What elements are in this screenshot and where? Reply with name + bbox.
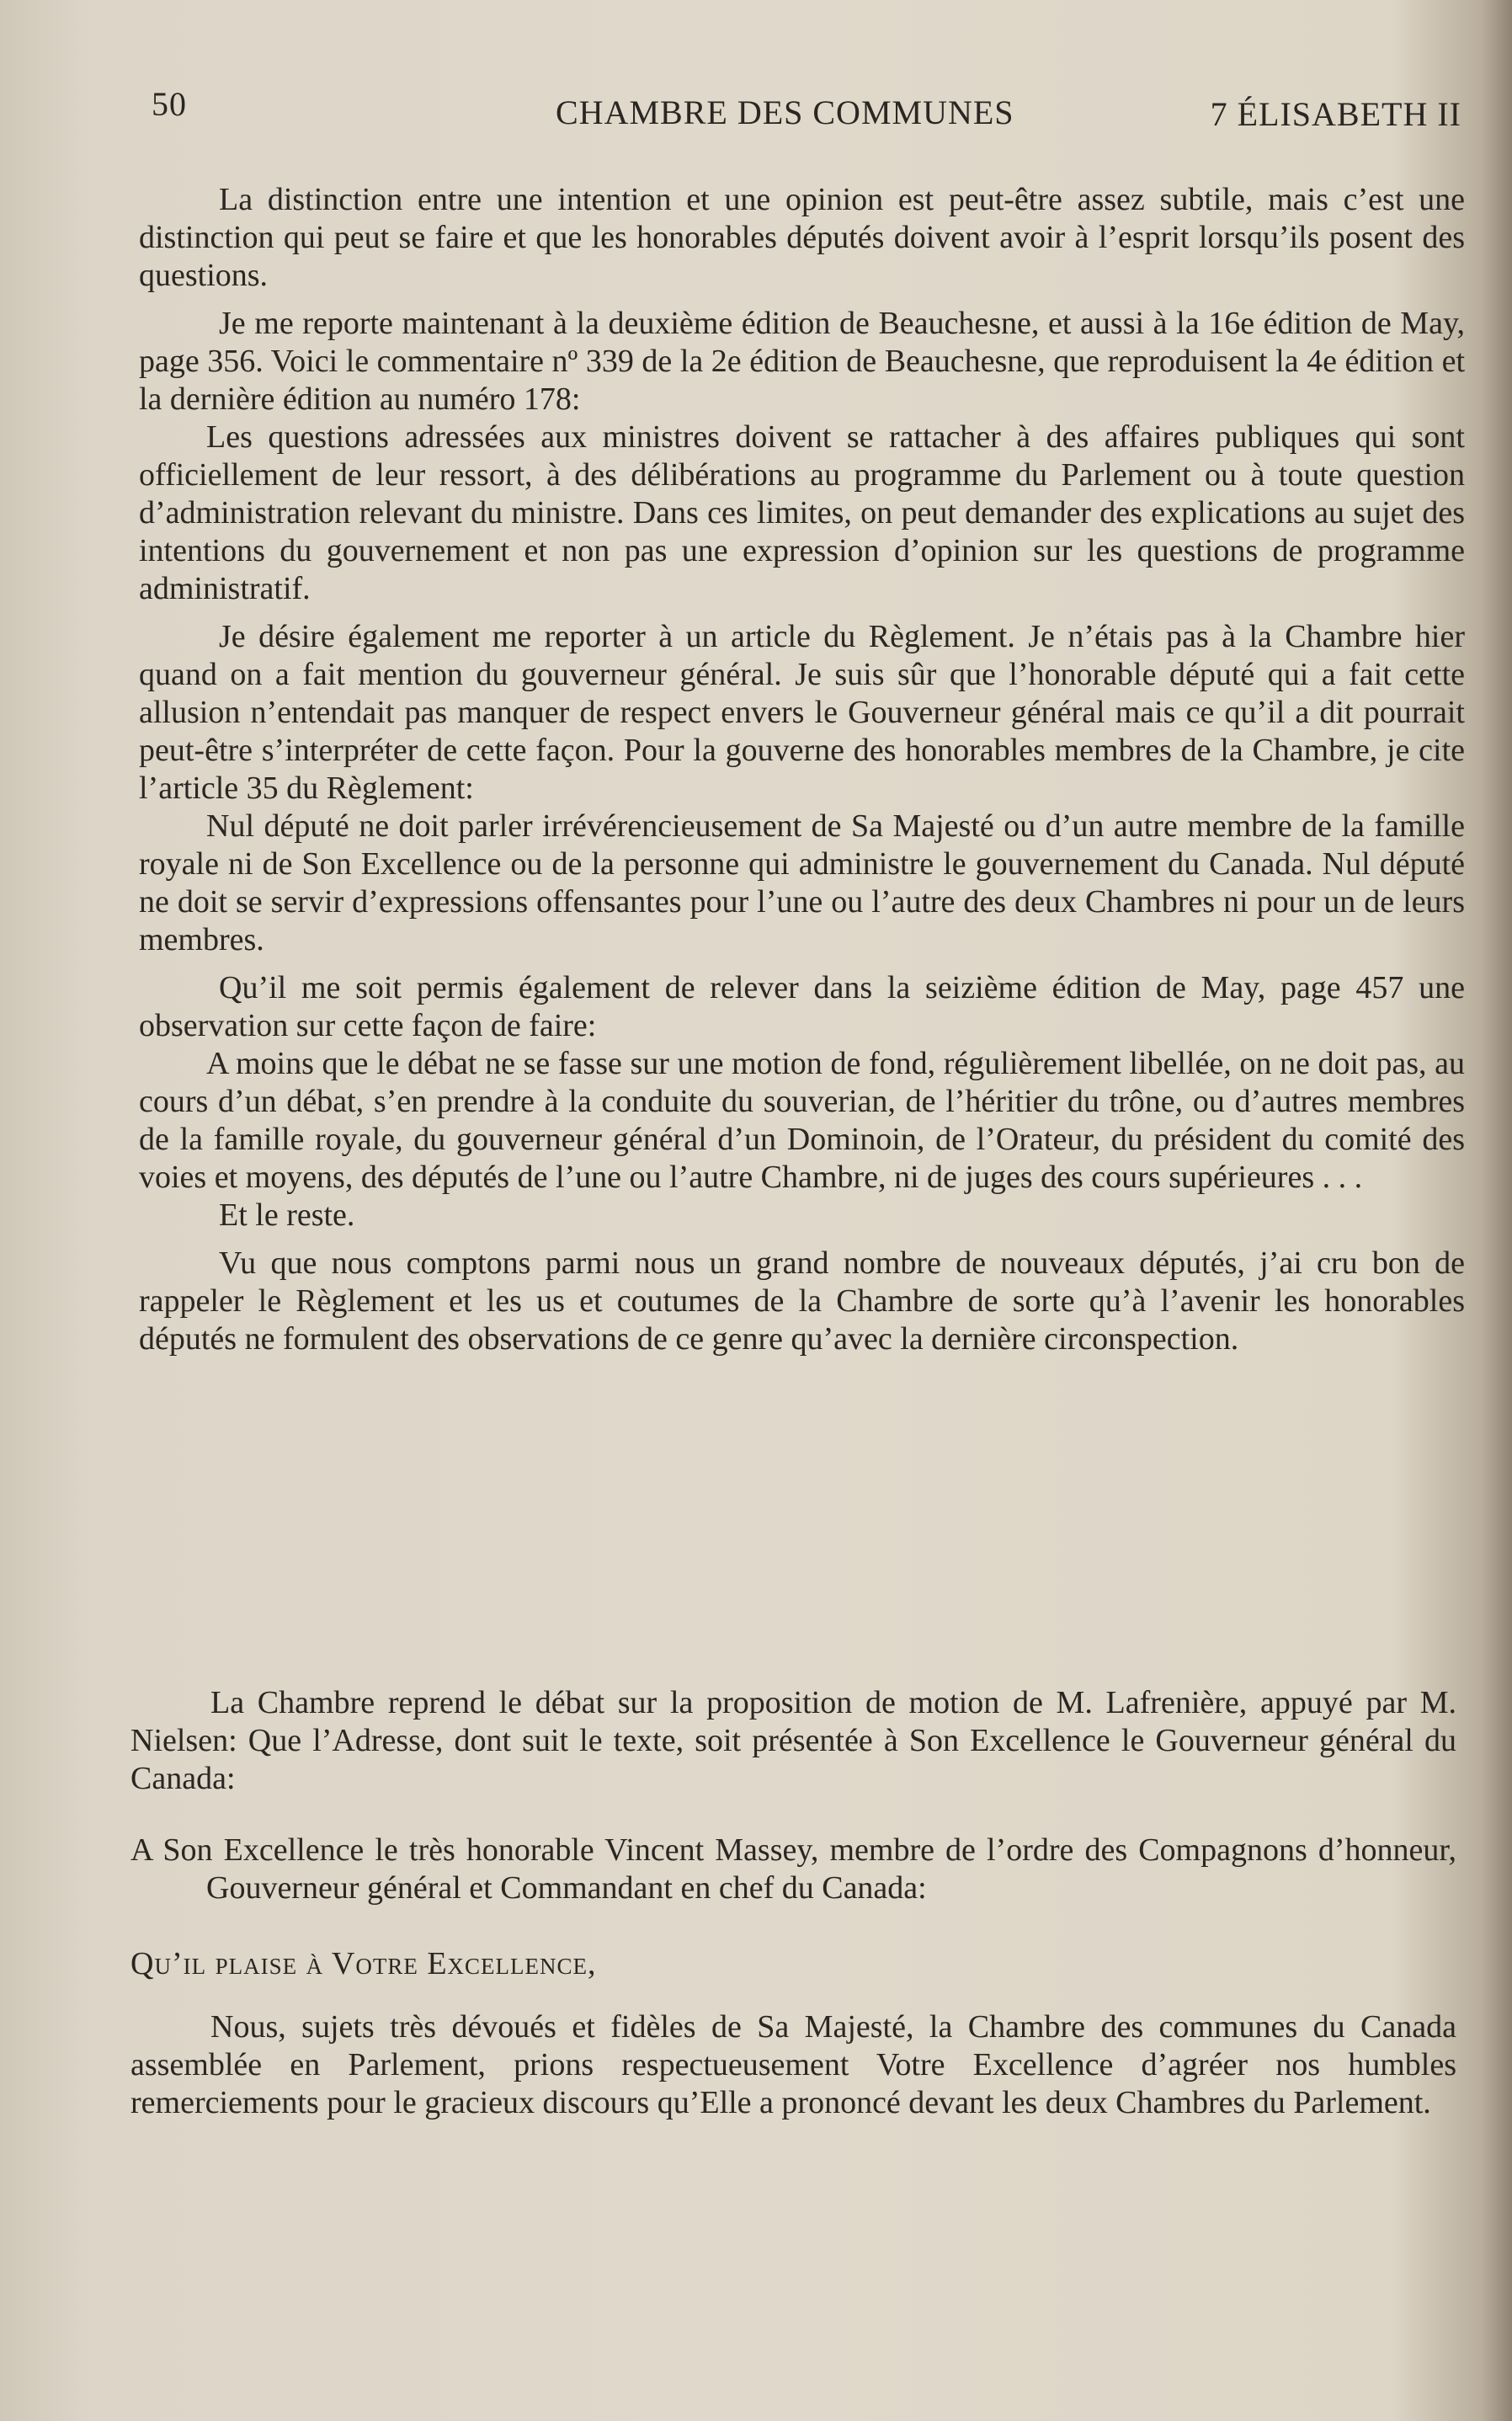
- quote-article-35: Nul député ne doit parler irrévérencieusement de Sa Majesté ou d’un autre membre de la famille royale ni de Son Excellence ou de la personne qui administre le gouvernement du Canada. Nul député ne doit se servir d’expressions offensantes pour l’une ou l’autre des deux Chambres ni pour un de leurs membres.: [139, 808, 1465, 957]
- paragraph-et-le-reste: Et le reste.: [219, 1197, 355, 1233]
- quote-may-457: A moins que le débat ne se fasse sur une motion de fond, régulièrement libellée, on ne doit pas, au cours d’un débat, s’en prendre à la conduite du souverian, de l’héritier du trône, ou d’autres membres de la famille royale, du gouverneur général d’un Dominoin, de l’Orateur, du président du comité des voies et moyens, des députés de l’une ou l’autre Chambre, ni de juges des cours supérieures . . .: [139, 1046, 1465, 1195]
- paragraph-distinction: La distinction entre une intention et une opinion est peut-être assez subtile, mais c’est une distinction qui peut se faire et que les honorables députés doivent avoir à l’esprit lorsqu’ils posent des questions.: [139, 182, 1465, 293]
- paragraph-remerciements: Nous, sujets très dévoués et fidèles de Sa Majesté, la Chambre des communes du Canada assemblée en Parlement, prions respectueusement Votre Excellence d’agréer nos humbles remerciements pour le gracieux discours qu’Elle a prononcé devant les deux Chambres du Parlement.: [130, 2009, 1456, 2120]
- paragraph-nouveaux-deputes: Vu que nous comptons parmi nous un grand nombre de nouveaux députés, j’ai cru bon de rappeler le Règlement et les us et coutumes de la Chambre de sorte qu’à l’avenir les honorables députés ne formulent des observations de ce genre qu’avec la dernière circonspection.: [139, 1245, 1465, 1357]
- paragraph-reglement: Je désire également me reporter à un article du Règlement. Je n’étais pas à la Chambre hier quand on a fait mention du gouverneur général. Je suis sûr que l’honorable député qui a fait cette allusion n’entendait pas manquer de respect envers le Gouverneur général mais ce qu’il a dit pourrait peut-être s’interpréter de cette façon. Pour la gouverne des honorables membres de la Chambre, je cite l’article 35 du Règlement:: [139, 619, 1465, 806]
- address-governor-general: A Son Excellence le très honorable Vincent Massey, membre de l’ordre des Compagnons d’honneur, Gouverneur général et Commandant en chef du Canada:: [130, 1832, 1456, 1906]
- session-label: 7 ÉLISABETH II: [1210, 95, 1461, 133]
- body-lower: [130, 1684, 1456, 2122]
- page-header: [152, 84, 1461, 135]
- salutation: Qu’il plaise à Votre Excellence,: [130, 1946, 597, 1981]
- page-number: 50: [152, 85, 187, 123]
- paragraph-debat-adresse: La Chambre reprend le débat sur la proposition de motion de M. Lafrenière, appuyé par M. Nielsen: Que l’Adresse, dont suit le texte, soit présentée à Son Excellence le Gouverneur général du Canada:: [130, 1685, 1456, 1796]
- body-upper: [139, 181, 1465, 1358]
- running-title: CHAMBRE DES COMMUNES: [556, 93, 1014, 131]
- paragraph-may: Qu’il me soit permis également de relever dans la seizième édition de May, page 457 une observation sur cette façon de faire:: [139, 970, 1465, 1043]
- quote-questions-ministres: Les questions adressées aux ministres doivent se rattacher à des affaires publiques qui sont officiellement de leur ressort, à des délibérations au programme du Parlement ou à toute question d’administration relevant du ministre. Dans ces limites, on peut demander des explications au sujet des intentions du gouvernement et non pas une expression d’opinion sur les questions de programme administratif.: [139, 419, 1465, 606]
- paragraph-beauchesne: Je me reporte maintenant à la deuxième édition de Beauchesne, et aussi à la 16e édition de May, page 356. Voici le commentaire nº 339 de la 2e édition de Beauchesne, que reproduisent la 4e édition et la dernière édition au numéro 178:: [139, 306, 1465, 417]
